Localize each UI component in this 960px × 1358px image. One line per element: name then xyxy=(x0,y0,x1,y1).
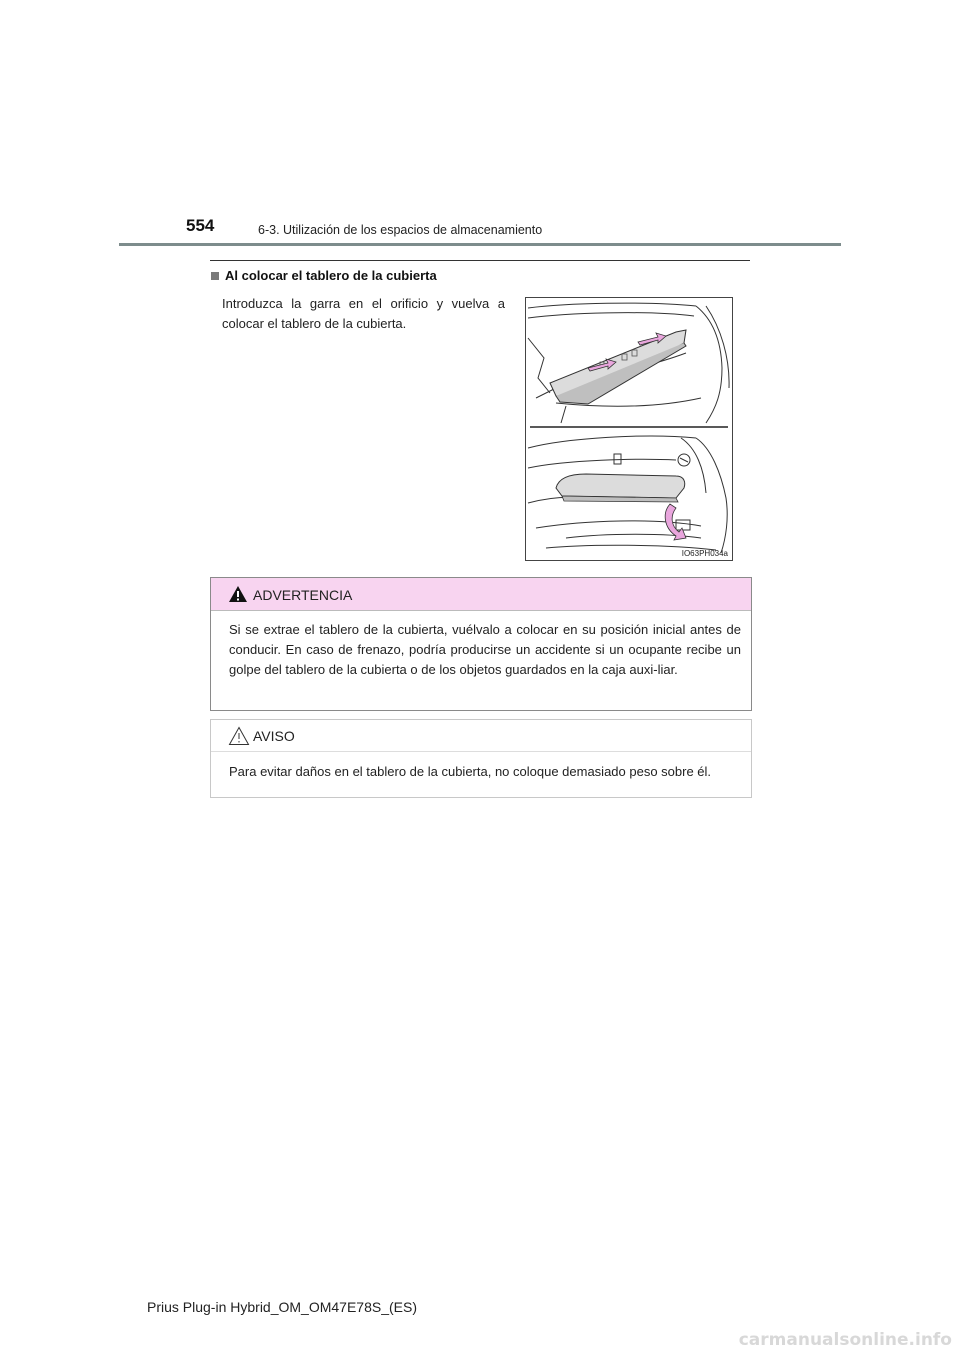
warning-header xyxy=(211,578,751,611)
subsection-rule xyxy=(210,260,750,261)
watermark-text: carmanualsonline.info xyxy=(738,1330,952,1350)
footer-manual-id: Prius Plug-in Hybrid_OM_OM47E78S_(ES) xyxy=(147,1299,417,1315)
warning-text: Si se extrae el tablero de la cubierta, vuélvalo a colocar en su posición inicial antes de conducir. En caso de frenazo, podría producirse un accidente si un ocupante recibe un golpe del tablero de la cubierta o de los objetos guardados en la caja auxi-liar. xyxy=(229,622,741,677)
notice-box xyxy=(210,719,752,798)
figure-code: IO63PH034a xyxy=(681,549,728,558)
watermark xyxy=(734,1318,960,1358)
header-rule xyxy=(119,243,841,246)
section-title: 6-3. Utilización de los espacios de almacenamiento xyxy=(258,223,543,237)
warning-title: ADVERTENCIA xyxy=(253,587,353,603)
page-number: 554 xyxy=(186,216,215,235)
instruction-text: Introduzca la garra en el orificio y vuelva a colocar el tablero de la cubierta. xyxy=(222,296,505,331)
caution-triangle-icon xyxy=(228,726,250,746)
warning-box xyxy=(210,577,752,711)
warning-triangle-icon xyxy=(228,585,248,603)
square-bullet-icon xyxy=(211,272,219,280)
cover-board-illustration xyxy=(525,297,733,561)
subsection-heading-text: Al colocar el tablero de la cubierta xyxy=(225,268,437,283)
notice-title: AVISO xyxy=(253,728,295,744)
notice-text: Para evitar daños en el tablero de la cubierta, no coloque demasiado peso sobre él. xyxy=(229,764,712,779)
subsection-heading xyxy=(211,268,437,283)
notice-header xyxy=(211,720,751,752)
cover-board-drawing xyxy=(526,298,732,560)
